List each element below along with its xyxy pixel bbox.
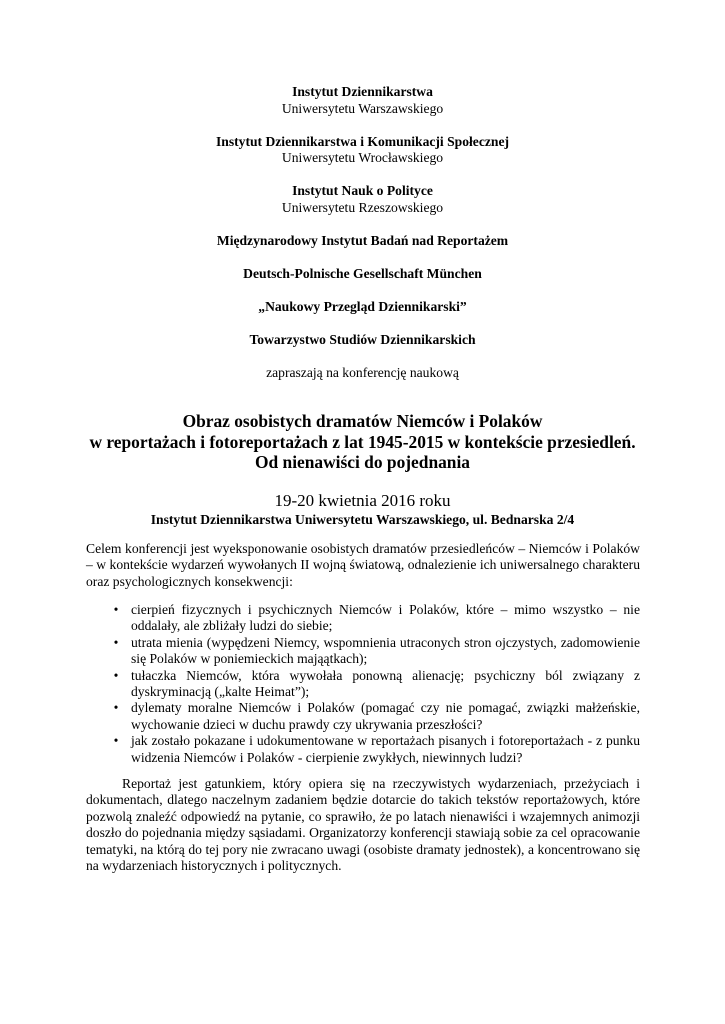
organizers-header <box>0 84 725 381</box>
organizer-university: Uniwersytetu Warszawskiego <box>281 100 444 116</box>
topics-list <box>86 602 640 766</box>
bullet-icon: • <box>113 700 119 716</box>
organizer-5 <box>0 266 725 283</box>
list-item-text: cierpień fizycznych i psychicznych Niemców i Polaków, które – mimo wszystko – nie oddalały, ale zbliżały ludzi do siebie; <box>131 602 640 634</box>
closing-paragraph: Reportaż jest gatunkiem, który opiera się na rzeczywistych wydarzeniach, przeżyciach i dokumentach, dlatego naczelnym zadaniem będzie dotarcie do takich tekstów reportażowych, które pozwolą znaleźć odpowiedź na pytanie, co sprawiło, że po latach nienawiści i wzajemnych animozji doszło do pojednania między sąsiadami. Organizatorzy konferencji stawiają sobie za cel opracowanie tematyki, na którą do tej pory nie zwracano uwagi (osobiste dramaty jednostek), a koncentrowano się na wydarzeniach historycznych i politycznych. <box>86 776 640 874</box>
organizer-name: „Naukowy Przegląd Dziennikarski” <box>258 298 467 314</box>
invitation-text: zapraszają na konferencję naukową <box>266 364 459 380</box>
bullet-icon: • <box>113 634 119 650</box>
list-item-text: dylematy moralne Niemców i Polaków (pomagać czy nie pomagać, związki małżeńskie, wychowanie dzieci w duchu prawdy czy ukrywania przeszłości? <box>131 700 640 732</box>
title-line-2: w reportażach i fotoreportażach z lat 1945-2015 w kontekście przesiedleń. <box>89 431 636 452</box>
list-item <box>86 635 640 668</box>
list-item <box>86 733 640 766</box>
organizer-3 <box>0 183 725 216</box>
bullet-icon: • <box>113 733 119 749</box>
organizer-7 <box>0 332 725 349</box>
organizer-name: Towarzystwo Studiów Dziennikarskich <box>249 331 476 347</box>
conference-date: 19-20 kwietnia 2016 roku <box>274 491 451 510</box>
conference-title <box>0 411 725 473</box>
organizer-6 <box>0 299 725 316</box>
list-item <box>86 602 640 635</box>
organizer-university: Uniwersytetu Rzeszowskiego <box>281 199 444 215</box>
organizer-name: Instytut Dziennikarstwa i Komunikacji Społecznej <box>215 133 510 149</box>
organizer-name: Instytut Nauk o Polityce <box>292 183 433 198</box>
list-item <box>86 668 640 701</box>
list-item-text: tułaczka Niemców, która wywołała ponowną alienację; psychiczny ból związany z dyskryminacją („kalte Heimat”); <box>131 667 640 700</box>
organizer-name: Instytut Dziennikarstwa <box>292 84 433 99</box>
title-line-3: Od nienawiści do pojednania <box>254 452 471 472</box>
organizer-name: Deutsch-Polnische Gesellschaft München <box>243 265 482 281</box>
organizer-2 <box>0 134 725 167</box>
list-item <box>86 700 640 733</box>
bullet-icon: • <box>113 602 119 617</box>
conference-venue: Instytut Dziennikarstwa Uniwersytetu Warszawskiego, ul. Bednarska 2/4 <box>150 512 575 527</box>
bullet-icon: • <box>113 667 119 683</box>
list-item-text: jak zostało pokazane i udokumentowane w reportażach pisanych i fotoreportażach - z punku widzenia Niemców i Polaków - cierpienie zwykłych, niewinnych ludzi? <box>131 733 640 765</box>
list-item-text: utrata mienia (wypędzeni Niemcy, wspomnienia utraconych stron ojczystych, zadomowienie się Polaków w poniemieckich mająątkach); <box>131 634 640 667</box>
title-line-1: Obraz osobistych dramatów Niemców i Polaków <box>182 411 543 431</box>
intro-paragraph: Celem konferencji jest wyeksponowanie osobistych dramatów przesiedleńców – Niemców i Polaków – w kontekście wydarzeń wywołanych II wojną światową, odnalezienie ich uniwersalnego charakteru oraz psychologicznych konsekwencji: <box>86 541 640 589</box>
organizer-4 <box>0 233 725 250</box>
organizer-university: Uniwersytetu Wrocławskiego <box>281 150 444 165</box>
organizer-1 <box>0 84 725 117</box>
organizer-name: Międzynarodowy Instytut Badań nad Reportażem <box>216 232 509 248</box>
